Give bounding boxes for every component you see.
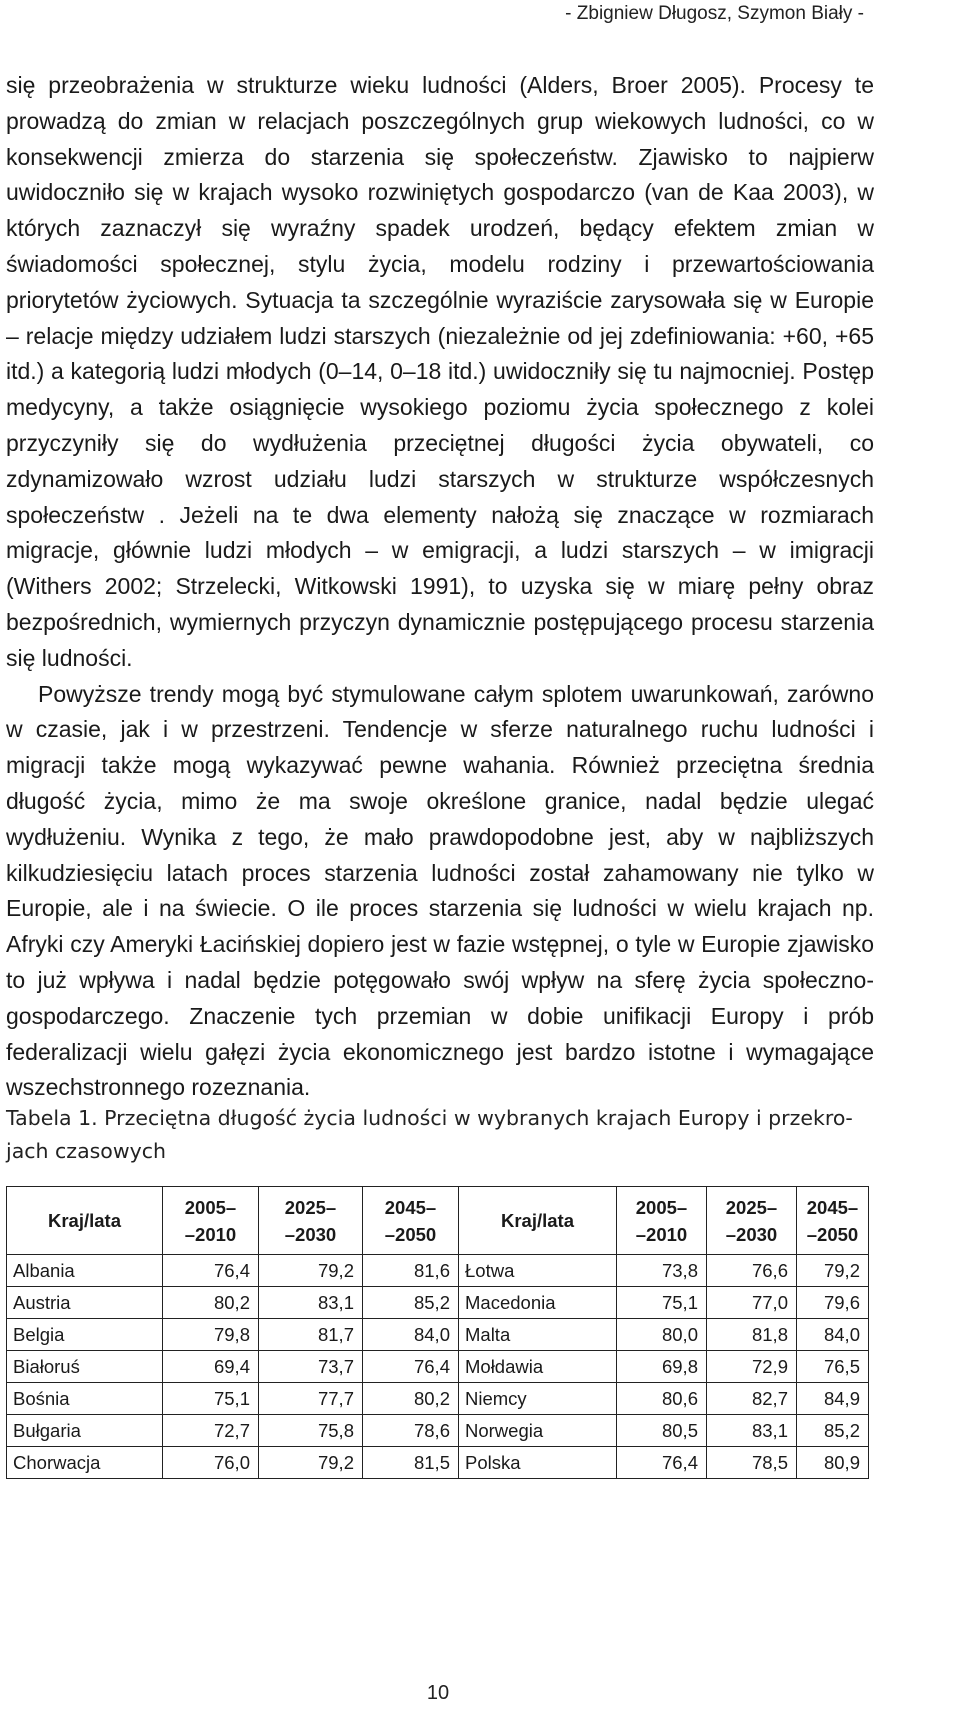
value-cell: 81,6 bbox=[363, 1255, 459, 1287]
table-caption: Tabela 1. Przeciętna długość życia ludności w wybranych krajach Europy i przekrojach czasowych bbox=[6, 1106, 853, 1163]
country-cell: Albania bbox=[7, 1255, 163, 1287]
table-row bbox=[7, 1351, 869, 1383]
body-text bbox=[6, 68, 874, 1106]
value-cell: 80,6 bbox=[617, 1383, 707, 1415]
value-cell: 72,9 bbox=[707, 1351, 797, 1383]
country-cell: Niemcy bbox=[459, 1383, 617, 1415]
paragraph-2: Powyższe trendy mogą być stymulowane całym splotem uwarunkowań, zarówno w czasie, jak i w przestrzeni. Tendencje w sferze naturalnego ruchu ludności i migracji także mogą wykazywać pewne wahania. Również przeciętna średnia długość życia, mimo że ma swoje określone granice, nadal będzie ulegać wydłużeniu. Wynika z tego, że mało prawdopodobne jest, aby w najbliższych kilkudziesięciu latach proces starzenia ludności został zahamowany nie tylko w Europie, ale i na świecie. O ile proces starzenia się ludności w wielu krajach np. Afryki czy Ameryki Łacińskiej dopiero jest w fazie wstępnej, o tyle w Europie zjawisko to już wpływa i nadal będzie potęgowało swój wpływ na sferę życia społeczno-gospodarczego. Znaczenie tych przemian w dobie unifikacji Europy i prób federalizacji wielu gałęzi życia ekonomicznego jest bardzo istotne i wymagające wszechstronnego rozeznania. bbox=[6, 680, 874, 1101]
value-cell: 78,5 bbox=[707, 1447, 797, 1479]
page-number: 10 bbox=[426, 1682, 450, 1704]
value-cell: 84,0 bbox=[363, 1319, 459, 1351]
country-cell: Macedonia bbox=[459, 1287, 617, 1319]
value-cell: 77,0 bbox=[707, 1287, 797, 1319]
value-cell: 76,5 bbox=[797, 1351, 869, 1383]
table-row bbox=[7, 1319, 869, 1351]
table-row bbox=[7, 1383, 869, 1415]
country-cell: Białoruś bbox=[7, 1351, 163, 1383]
value-cell: 82,7 bbox=[707, 1383, 797, 1415]
table-row bbox=[7, 1287, 869, 1319]
value-cell: 81,5 bbox=[363, 1447, 459, 1479]
life-expectancy-table bbox=[6, 1186, 869, 1479]
value-cell: 76,0 bbox=[163, 1447, 259, 1479]
country-cell: Łotwa bbox=[459, 1255, 617, 1287]
value-cell: 84,9 bbox=[797, 1383, 869, 1415]
value-cell: 69,4 bbox=[163, 1351, 259, 1383]
country-cell: Polska bbox=[459, 1447, 617, 1479]
table-row bbox=[7, 1415, 869, 1447]
value-cell: 75,1 bbox=[163, 1383, 259, 1415]
country-cell: Bułgaria bbox=[7, 1415, 163, 1447]
value-cell: 69,8 bbox=[617, 1351, 707, 1383]
country-cell: Norwegia bbox=[459, 1415, 617, 1447]
value-cell: 79,2 bbox=[797, 1255, 869, 1287]
column-header-year: 2045– –2050 bbox=[363, 1187, 459, 1255]
table-row bbox=[7, 1447, 869, 1479]
value-cell: 80,9 bbox=[797, 1447, 869, 1479]
value-cell: 80,2 bbox=[363, 1383, 459, 1415]
value-cell: 76,6 bbox=[707, 1255, 797, 1287]
value-cell: 73,7 bbox=[259, 1351, 363, 1383]
value-cell: 73,8 bbox=[617, 1255, 707, 1287]
value-cell: 83,1 bbox=[259, 1287, 363, 1319]
column-header-year: 2025– –2030 bbox=[707, 1187, 797, 1255]
value-cell: 81,7 bbox=[259, 1319, 363, 1351]
column-header-country: Kraj/lata bbox=[7, 1187, 163, 1255]
country-cell: Belgia bbox=[7, 1319, 163, 1351]
value-cell: 79,2 bbox=[259, 1447, 363, 1479]
table-row bbox=[7, 1255, 869, 1287]
value-cell: 83,1 bbox=[707, 1415, 797, 1447]
value-cell: 80,2 bbox=[163, 1287, 259, 1319]
value-cell: 75,1 bbox=[617, 1287, 707, 1319]
value-cell: 85,2 bbox=[797, 1415, 869, 1447]
country-cell: Bośnia bbox=[7, 1383, 163, 1415]
running-header: - Zbigniew Długosz, Szymon Biały - bbox=[565, 3, 864, 24]
country-cell: Malta bbox=[459, 1319, 617, 1351]
column-header-country: Kraj/lata bbox=[459, 1187, 617, 1255]
value-cell: 81,8 bbox=[707, 1319, 797, 1351]
table-header-row bbox=[7, 1187, 869, 1255]
country-cell: Austria bbox=[7, 1287, 163, 1319]
country-cell: Chorwacja bbox=[7, 1447, 163, 1479]
value-cell: 72,7 bbox=[163, 1415, 259, 1447]
value-cell: 80,5 bbox=[617, 1415, 707, 1447]
column-header-year: 2005– –2010 bbox=[617, 1187, 707, 1255]
value-cell: 85,2 bbox=[363, 1287, 459, 1319]
country-cell: Mołdawia bbox=[459, 1351, 617, 1383]
value-cell: 75,8 bbox=[259, 1415, 363, 1447]
column-header-year: 2025– –2030 bbox=[259, 1187, 363, 1255]
value-cell: 77,7 bbox=[259, 1383, 363, 1415]
value-cell: 78,6 bbox=[363, 1415, 459, 1447]
value-cell: 79,8 bbox=[163, 1319, 259, 1351]
value-cell: 76,4 bbox=[617, 1447, 707, 1479]
column-header-year: 2005– –2010 bbox=[163, 1187, 259, 1255]
value-cell: 84,0 bbox=[797, 1319, 869, 1351]
value-cell: 79,6 bbox=[797, 1287, 869, 1319]
value-cell: 80,0 bbox=[617, 1319, 707, 1351]
paragraph-1: się przeobrażenia w strukturze wieku ludności (Alders, Broer 2005). Procesy te prowadzą do zmian w relacjach poszczególnych grup wiekowych ludności, co w konsekwencji zmierza do starzenia się społeczeństw. Zjawisko to najpierw uwidoczniło się w krajach wysoko rozwiniętych gospodarczo (van de Kaa 2003), w których zaznaczył się wyraźny spadek urodzeń, będący efektem zmian w świadomości społecznej, stylu życia, modelu rodziny i przewartościowania priorytetów życiowych. Sytuacja ta szczególnie wyraziście zarysowała się w Europie – relacje między udziałem ludzi starszych (niezależnie od jej zdefiniowania: +60, +65 itd.) a kategorią ludzi młodych (0–14, 0–18 itd.) uwidoczniły się tu najmocniej. Postęp medycyny, a także osiągnięcie wysokiego poziomu życia społecznego z kolei przyczyniły się do wydłużenia przeciętnej długości życia obywateli, co zdynamizowało wzrost udziału ludzi starszych w strukturze współczesnych społeczeństw . Jeżeli na te dwa elementy nałożą się znaczące w rozmiarach migracje, głównie ludzi młodych – w emigracji, a ludzi starszych – w imigracji (Withers 2002; Strzelecki, Witkowski 1991), to uzyska się w miarę pełny obraz bezpośrednich, wymiernych przyczyn dynamicznie postępującego procesu starzenia się ludności. bbox=[6, 72, 874, 671]
value-cell: 76,4 bbox=[163, 1255, 259, 1287]
column-header-year: 2045– –2050 bbox=[797, 1187, 869, 1255]
value-cell: 79,2 bbox=[259, 1255, 363, 1287]
value-cell: 76,4 bbox=[363, 1351, 459, 1383]
